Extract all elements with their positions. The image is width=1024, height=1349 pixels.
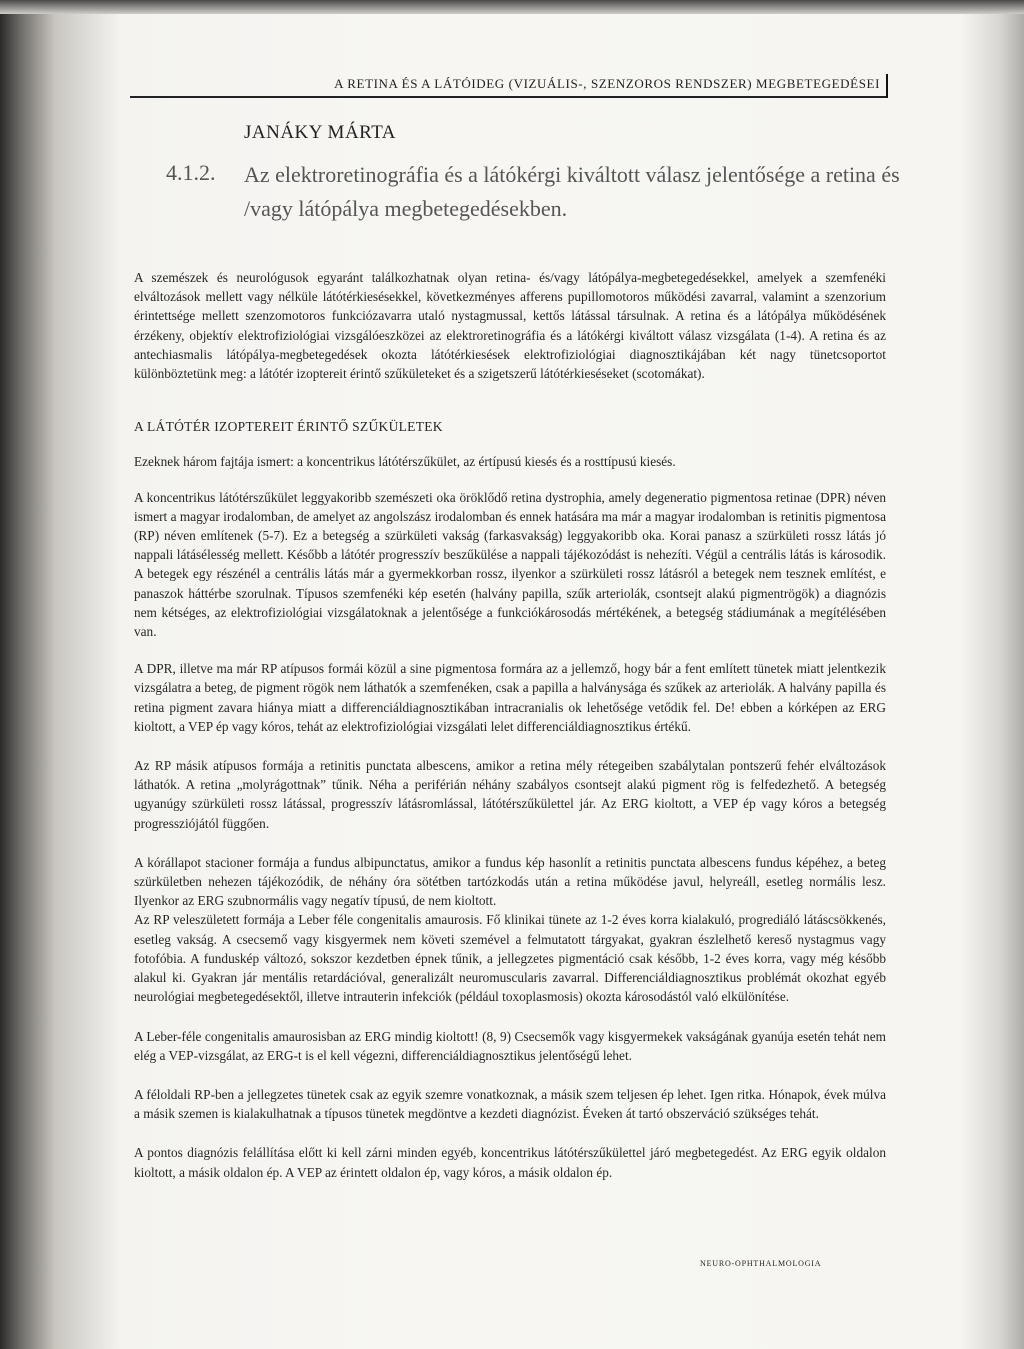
paragraph-punctata: Az RP másik atípusos formája a retinitis punctata albescens, amikor a retina mély rétegeiben szabálytalan pontszerű fehér elváltozások láthatók. A retina „molyrágottnak” tűnik. Néha a periférián néhány szabályos csontsejt alakú pigment rög is felfedezhető. A betegség ugyanúgy szürkületi rossz látással, progresszív látásromlással, látótérszűkülettel jár. Az ERG kioltott, a VEP ép vagy kóros a betegség progressziójától függően.	[134, 758, 886, 831]
section-number: 4.1.2.	[166, 160, 216, 185]
paragraph-concentric: A koncentrikus látótérszűkület leggyakoribb szemészeti oka öröklődő retina dystrophia, amely degeneratio pigmentosa retinae (DPR) néven ismert a magyar irodalomban, de amelyet az angolszász irodalomban és ennek hatására ma már a magyar irodalomban is retinitis pigmentosa (RP) néven említenek (5-7). Ez a betegség a szürkületi vakság (farkasvakság) leggyakoribb oka. Korai panasz a szürkületi rossz látás jó nappali látásélesség mellett. Később a látótér progresszív beszűkülése a nappali tájékozódást is nehezíti. Végül a centrális látás is károsodik. A betegek egy részénél a centrális látás már a gyermekkorban rossz, ilyenkor a szürkületi rossz látásról a betegek nem tesznek említést, e panaszok háttérbe szorulnak. Típusos szemfenéki kép esetén (halvány papilla, szűk arteriolák, csontsejt alakú pigmentrögök) a diagnózis nem kétséges, az elektrofiziológiai vizsgálatoknak a jelentősége a funkciókárosodás mértékének, a betegség stádiumának a megítélésében van.	[134, 489, 886, 640]
paragraph-dpr: A DPR, illetve ma már RP atípusos formái közül a sine pigmentosa formára az a jellemző, hogy bár a fent említett tünetek miatt jelentkezik vizsgálatra a beteg, de pigment rögök nem láthatók a szemfenéken, csak a papilla a halványsága és szűkek az arteriolák. A halvány papilla és retina pigment zavara hiánya miatt a differenciáldiagnosztikában intracranialis ok lehetősége vetődik fel. De! ebben a kórképen az ERG kioltott, a VEP ép vagy kóros, tehát az elektrofiziológiai vizsgálati lelet differenciáldiagnosztikus értékű.	[134, 661, 886, 734]
paragraph-unilateral: A féloldali RP-ben a jellegzetes tünetek csak az egyik szemre vonatkoznak, a másik szem teljesen ép lehet. Igen ritka. Hónapok, évek múlva a másik szemen is kialakulhatnak a típusos tünetek megdöntve a kezdeti diagnózist. Éveken át tartó obszerváció szükséges tehát.	[134, 1086, 886, 1122]
author-name: JANÁKY MÁRTA	[244, 122, 396, 143]
paragraph-intro: A szemészek és neurológusok egyaránt találkozhatnak olyan retina- és/vagy látópálya-megbetegedésekkel, amelyek a szemfenéki elváltozások mellett vagy nélküle látótérkiesésekkel, következményes afferens pupillomotoros működési zavarral, valamint a szenzorium érintettsége mellett szenzomotoros funkciózavarra utaló nystagmussal, kettős látással társulnak. A retina és a látópálya működésének érzékeny, objektív elektrofiziológiai vizsgálóeszközei az elektroretinográfia és a látókérgi kiváltott válasz vizsgálata (1-4). A retina és az antechiasmalis látópálya-megbetegedések okozta látótérkiesések elektrofiziológiai diagnosztikájában két nagy tünetcsoportot különböztetünk meg: a látótér izoptereit érintő szűkületeket és a szigetszerű látótérkieséseket (scotomákat).	[134, 270, 886, 382]
article-title: Az elektroretinográfia és a látókérgi kiváltott válasz jelentősége a retina és /vagy látópálya megbetegedésekben.	[244, 162, 900, 221]
section-heading: A LÁTÓTÉR IZOPTEREIT ÉRINTŐ SZŰKÜLETEK	[134, 419, 443, 435]
paragraph-leber: Az RP veleszületett formája a Leber féle congenitalis amaurosis. Fő klinikai tünete az 1-2 éves korra kialakuló, progrediáló látáscsökkenés, esetleg vakság. A csecsemő vagy kisgyermek nem követi szemével a felmutatott tárgyakat, gyakran észlelhető kereső nystagmus vagy fotofóbia. A funduskép változó, sokszor kezdetben épnek tűnik, a jellegzetes pigmentáció csak később, 1-2 éves korra, vagy még később alakul ki. Gyakran jár mentális retardációval, generalizált neuromuscularis zavarral. Differenciáldiagnosztikus problémát okozhat egyéb neurológiai megbetegedésektől, illetve intrauterin infekciók (például toxoplasmosis) okozta károsodástól való elkülönítése.	[134, 912, 886, 1005]
paragraph-diagnosis: A pontos diagnózis felállítása előtt ki kell zárni minden egyéb, koncentrikus látótérszűkülettel járó megbetegedést. Az ERG egyik oldalon kioltott, a másik oldalon ép. A VEP az érintett oldalon ép, vagy kóros, a másik oldalon ép.	[134, 1145, 886, 1180]
scan-top-edge	[0, 0, 1024, 14]
paragraph-types: Ezeknek három fajtája ismert: a koncentrikus látótérszűkület, az értípusú kiesés és a rosttípusú kiesés.	[134, 454, 676, 470]
page-footer: NEURO-OPHTHALMOLOGIA	[700, 1259, 822, 1268]
article-body	[134, 268, 886, 1182]
running-title: A RETINA ÉS A LÁTÓIDEG (VIZUÁLIS-, SZENZOROS RENDSZER) MEGBETEGEDÉSEI	[334, 76, 880, 91]
paragraph-leber-erg: A Leber-féle congenitalis amaurosisban az ERG mindig kioltott! (8, 9) Csecsemők vagy kisgyermekek vakságának gyanúja esetén tehát nem elég a VEP-vizsgálat, az ERG-t is el kell végezni, differenciáldiagnosztikus jelentőségű lehet.	[134, 1028, 886, 1063]
header-end-mark	[886, 74, 888, 98]
paragraph-albipunctatus: A kórállapot stacioner formája a fundus albipunctatus, amikor a fundus kép hasonlít a retinitis punctata albescens fundus képéhez, a beteg szürkületben nehezen tájékozódik, de néhány óra sötétben tartózkodás után a retina működése javul, helyreáll, esetleg normális lesz. Ilyenkor az ERG szubnormális vagy negatív típusú, de nem kioltott.	[134, 854, 886, 909]
running-header	[130, 74, 888, 98]
